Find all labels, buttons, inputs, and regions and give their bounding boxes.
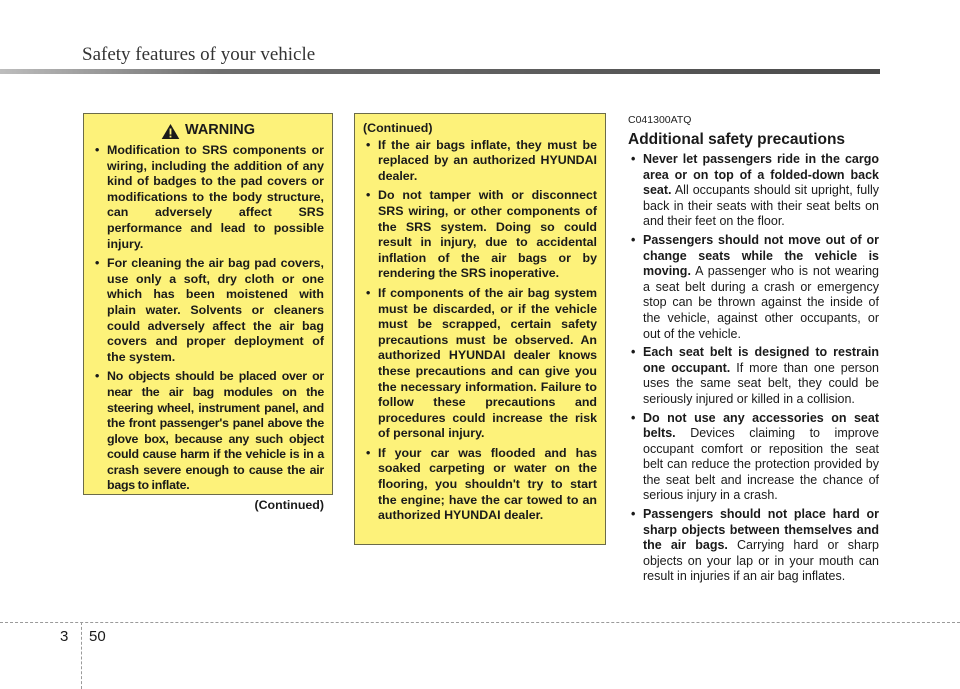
warning-item: • Modification to SRS components or wiring, including the addition of any kind of badges to the pad covers or modifications to the body structure, can adversely affect SRS performance and lead to possible injury. [92, 143, 324, 252]
footer-rule [0, 622, 960, 623]
warning-box [83, 113, 333, 513]
section-title: Additional safety precautions [628, 131, 846, 148]
warning-triangle-icon [161, 123, 180, 140]
page-header-title: Safety features of your vehicle [82, 44, 316, 65]
precaution-item-bold: Passengers should not move out of or change seats while the vehicle is moving. [643, 232, 879, 279]
continued-item: • If components of the air bag system must be discarded, or if the vehicle must be scrapped, certain safety precautions must be observed. An authorized HYUNDAI dealer knows these precautions and can give you the necessary information. Failure to follow these precautions and procedures could increase the risk of personal injury. [363, 286, 597, 442]
precaution-item [628, 411, 879, 505]
safety-precautions-section [628, 114, 879, 588]
precaution-item-bold: Do not use any accessories on seat belts. [643, 410, 879, 441]
precaution-item-bold: Each seat belt is designed to restrain one occupant. [643, 345, 879, 375]
page-number: 50 [89, 628, 106, 645]
continued-item: • If your car was flooded and has soaked carpeting or water on the flooring, you shouldn't try to start the engine; have the car towed to an authorized HYUNDAI dealer. [363, 446, 597, 524]
precaution-item-text: All occupants should sit upright, fully back in their seats with their seat belts on and their feet on the floor. [643, 183, 879, 229]
precaution-item-text: Carrying hard or sharp objects on your lap or in your mouth can result in injuries if an air bag inflates. [643, 538, 879, 584]
warning-continued-label: (Continued) [254, 498, 324, 513]
warning-item: • No objects should be placed over or near the air bag modules on the steering wheel, instrument panel, and the front passenger's panel above the glove box, because any such object could cause harm if the vehicle is in a crash severe enough to cause the air bags to inflate. [92, 369, 324, 494]
chapter-number: 3 [60, 628, 69, 645]
section-code: C041300ATQ [628, 114, 692, 126]
continued-item: • Do not tamper with or disconnect SRS wiring, or other components of the SRS system. Doing so could result in injury, due to accidental inflation of the air bags or by rendering the SRS inoperative. [363, 188, 597, 282]
precaution-item [628, 233, 879, 342]
continued-warning-box [354, 113, 606, 545]
warning-item: • For cleaning the air bag pad covers, use only a soft, dry cloth or one which has been moistened with plain water. Solvents or cleaners could adversely affect the air bag covers and proper deployment of the system. [92, 256, 324, 365]
precaution-item [628, 152, 879, 230]
precaution-item-bold: Never let passengers ride in the cargo area or on top of a folded-down back seat. [643, 152, 879, 198]
precaution-item-bold: Passengers should not place hard or sharp objects between themselves and the air bags. [643, 507, 879, 553]
continued-item: • If the air bags inflate, they must be replaced by an authorized HYUNDAI dealer. [363, 138, 597, 185]
warning-heading [92, 122, 324, 140]
warning-heading-text: WARNING [184, 122, 256, 139]
header-rule [0, 69, 880, 74]
precaution-item-text: A passenger who is not wearing a seat belt during a crash or emergency stop can be thrown against the inside of the vehicle, against other occupants, or out of the vehicle. [643, 264, 879, 341]
footer-separator [81, 622, 82, 689]
precaution-item [628, 507, 879, 585]
precaution-item-text: Devices claiming to improve occupant comfort or reposition the seat belt can reduce the protection provided by the seat belt and increase the chance of serious injury in a crash. [643, 426, 879, 503]
continued-heading: (Continued) [363, 121, 433, 135]
precaution-item [628, 345, 879, 407]
precaution-item-text: If more than one person uses the same seat belt, they could be seriously injured or killed in a collision. [643, 360, 879, 406]
